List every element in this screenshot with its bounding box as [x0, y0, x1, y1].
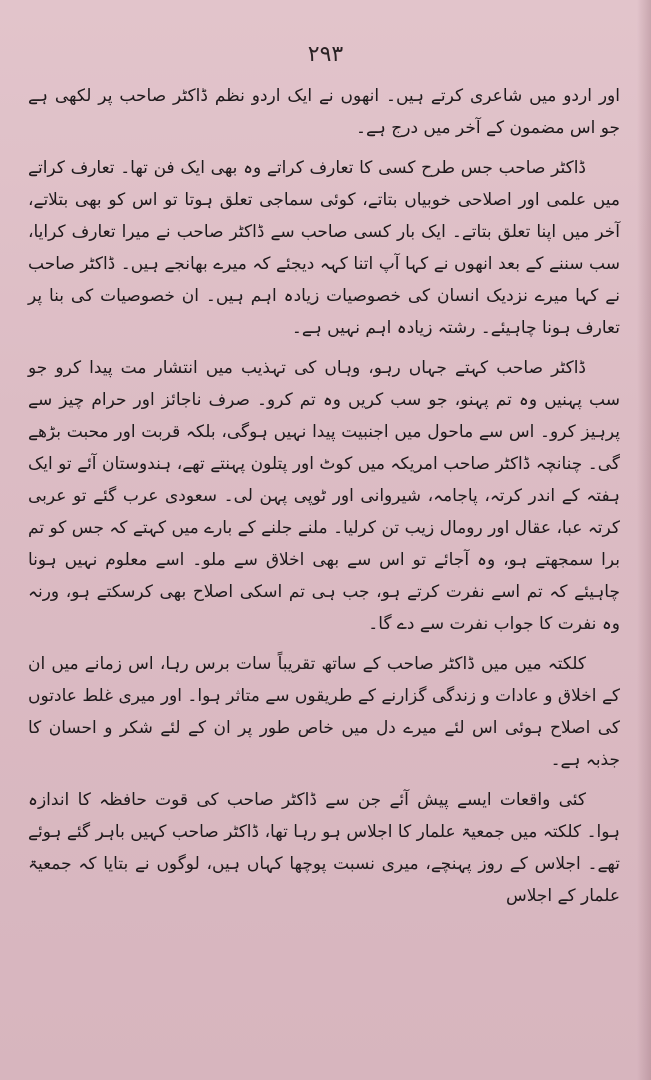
paragraph-1: اور اردو میں شاعری کرتے ہیں۔ انھوں نے ایک اردو نظم ڈاکٹر صاحب پر لکھی ہے جو اس مضمون کے آخر میں درج ہے۔	[28, 86, 620, 138]
page-edge-shadow	[637, 0, 651, 1080]
paragraph-4: کلکتہ میں میں ڈاکٹر صاحب کے ساتھ تقریباً سات برس رہا، اس زمانے میں ان کے اخلاق و عادات و زندگی گزارنے کے طریقوں سے متاثر ہوا۔ اور میری غلط عادتوں کی اصلاح ہوئی اس لئے میرے دل میں خاص طور پر ان کے لئے شکر و احسان کا جذبہ ہے۔	[28, 654, 620, 770]
page-text	[28, 80, 620, 920]
paragraph-3: ڈاکٹر صاحب کہتے جہاں رہو، وہاں کی تہذیب میں انتشار مت پیدا کرو جو سب پہنیں وہ تم پہنو، جو سب کریں وہ تم کرو۔ صرف ناجائز اور حرام چیز سے پرہیز کرو۔ اس سے ماحول میں اجنبیت پیدا نہیں ہوگی، بلکہ قربت اور محبت بڑھے گی۔ چنانچہ ڈاکٹر صاحب امریکہ میں کوٹ اور پتلون پہنتے تھے، ہندوستان آئے تو ایک ہفتہ کے اندر کرتہ، پاجامہ، شیروانی اور ٹوپی پہن لی۔ سعودی عرب گئے تو عربی کرتہ عبا، عقال اور رومال زیب تن کرلیا۔ ملنے جلنے کے بارے میں کہتے کہ جس کو تم برا سمجھتے ہو، وہ آجائے تو اس سے بھی اخلاق سے ملو۔ اسے معلوم نہیں ہونا چاہیئے کہ تم اسے نفرت کرتے ہو، جب ہی تم اسکی اصلاح بھی کرسکتے ہو، ورنہ وہ نفرت کا جواب نفرت سے دے گا۔	[28, 358, 620, 634]
page-number: ۲۹۳	[307, 42, 344, 67]
paragraph-2: ڈاکٹر صاحب جس طرح کسی کا تعارف کراتے وہ بھی ایک فن تھا۔ تعارف کراتے میں علمی اور اصلاحی خوبیاں بتاتے، کوئی سماجی تعلق ہوتا تو اس کو بھی بتلاتے، آخر میں اپنا تعلق بتاتے۔ ایک بار کسی صاحب سے ڈاکٹر صاحب نے میرا تعارف کرایا، سب سننے کے بعد انھوں نے کہا آپ اتنا کہہ دیجئے کہ میرے بھانجے ہیں۔ ڈاکٹر صاحب نے کہا میرے نزدیک انسان کی خصوصیات زیادہ اہم ہیں۔ ان خصوصیات کی بنا پر تعارف ہونا چاہیئے۔ رشتہ زیادہ اہم نہیں ہے۔	[28, 158, 620, 338]
paragraph-5: کئی واقعات ایسے پیش آئے جن سے ڈاکٹر صاحب کی قوت حافظہ کا اندازہ ہوا۔ کلکتہ میں جمعیۃ علمار کا اجلاس ہو رہا تھا، ڈاکٹر صاحب کہیں باہر گئے ہوئے تھے۔ اجلاس کے روز پہنچے، میری نسبت پوچھا کہاں ہیں، لوگوں نے بتایا کہ جمعیۃ علمار کے اجلاس	[28, 790, 620, 906]
